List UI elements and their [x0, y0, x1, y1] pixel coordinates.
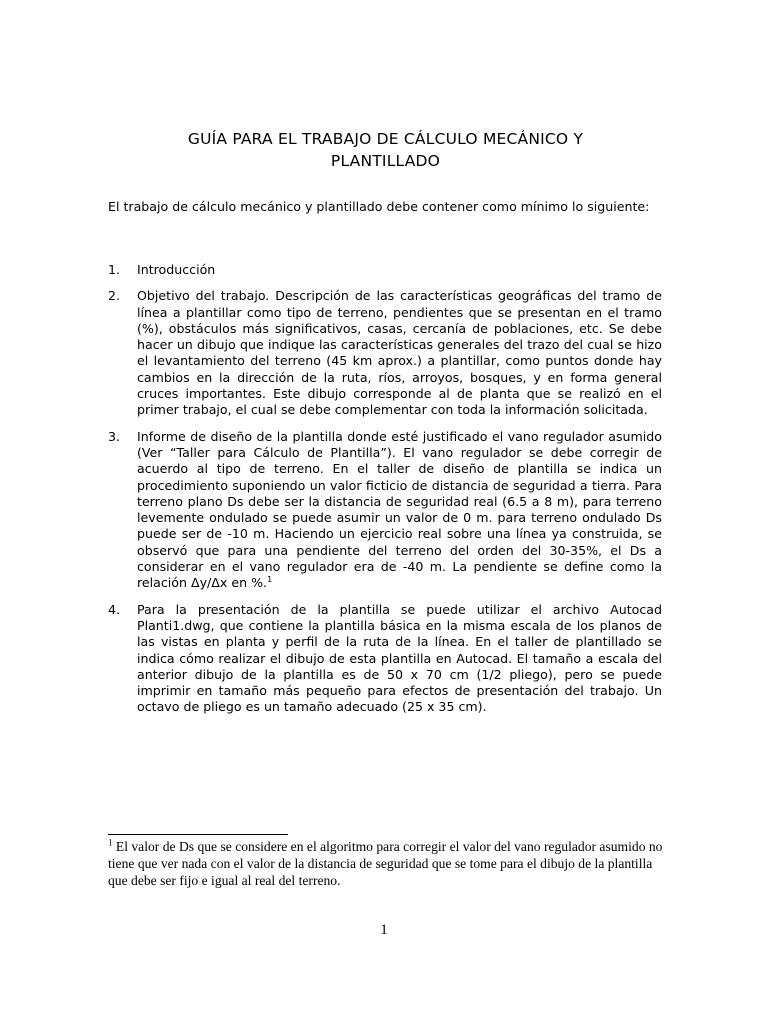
document-title — [108, 128, 663, 172]
footnote-mark: 1 — [108, 837, 113, 848]
list-item-number: 4. — [108, 601, 121, 617]
list-item-text: Objetivo del trabajo. Descripción de las características geográficas del tramo de línea a plantillar como tipo de terreno, pendientes que se presentan en el tramo (%), obstáculos más significativos, casas, cercanía de poblaciones, etc. Se debe hacer un dibujo que indique las características generales del trazo del cual se hizo el levantamiento del terreno (45 km aprox.) a plantillar, como puntos donde hay cambios en la dirección de la ruta, ríos, arroyos, bosques, y en forma general cruces importantes. Este dibujo corresponde al de planta que se realizó en el primer trabajo, el cual se debe complementar con toda la información solicitada. — [137, 288, 662, 418]
footnote-reference: 1 — [267, 575, 273, 585]
list-item — [108, 262, 662, 278]
footnote-text: El valor de Ds que se considere en el algoritmo para corregir el valor del vano regulador asumido no tiene que ver nada con el valor de la distancia de seguridad que se tome para el dibujo de la plantilla que debe ser fijo e igual al real del terreno. — [108, 839, 663, 888]
list-item-number: 3. — [108, 428, 121, 444]
list-item — [108, 602, 662, 716]
title-line-1: GUÍA PARA EL TRABAJO DE CÁLCULO MECÁNICO Y — [187, 130, 584, 148]
list-item-number: 1. — [108, 262, 121, 277]
intro-paragraph: El trabajo de cálculo mecánico y plantillado debe contener como mínimo lo siguiente: — [108, 199, 650, 214]
list-item — [108, 429, 662, 592]
list-item — [108, 288, 662, 418]
list-item-text: Introducción — [137, 262, 216, 277]
footnote — [108, 838, 668, 889]
title-line-2: PLANTILLADO — [330, 152, 441, 170]
page-number: 1 — [380, 922, 388, 938]
list-item-body — [137, 429, 662, 592]
list-item-text: Para la presentación de la plantilla se puede utilizar el archivo Autocad Planti1.dwg, que contiene la plantilla básica en la misma escala de los planos de las vistas en planta y perfil de la ruta de la línea. En el taller de plantillado se indica cómo realizar el dibujo de esta plantilla en Autocad. El tamaño a escala del anterior dibujo de la plantilla es de 50 x 70 cm (1/2 pliego), pero se puede imprimir en tamaño más pequeño para efectos de presentación del trabajo. Un octavo de pliego es un tamaño adecuado (25 x 35 cm). — [137, 601, 662, 715]
list-item-number: 2. — [108, 288, 121, 304]
footnote-separator — [108, 834, 288, 835]
requirements-list — [108, 262, 662, 726]
list-item-text: Informe de diseño de la plantilla donde esté justificado el vano regulador asumido (Ver “Taller para Cálculo de Plantilla”). El vano regulador se debe corregir de acuerdo al tipo de terreno. En el taller de diseño de plantilla se indica un procedimiento suponiendo un valor ficticio de distancia de seguridad a tierra. Para terreno plano Ds debe ser la distancia de seguridad real (6.5 a 8 m), para terreno levemente ondulado se puede asumir un valor de 0 m. para terreno ondulado Ds puede ser de -10 m. Haciendo un ejercicio real sobre una línea ya construida, se observó que para una pendiente del terreno del orden del 30-35%, el Ds a considerar en el vano regulador era de -40 m. La pendiente se define como la relación Δy/Δx en %. — [137, 428, 662, 591]
